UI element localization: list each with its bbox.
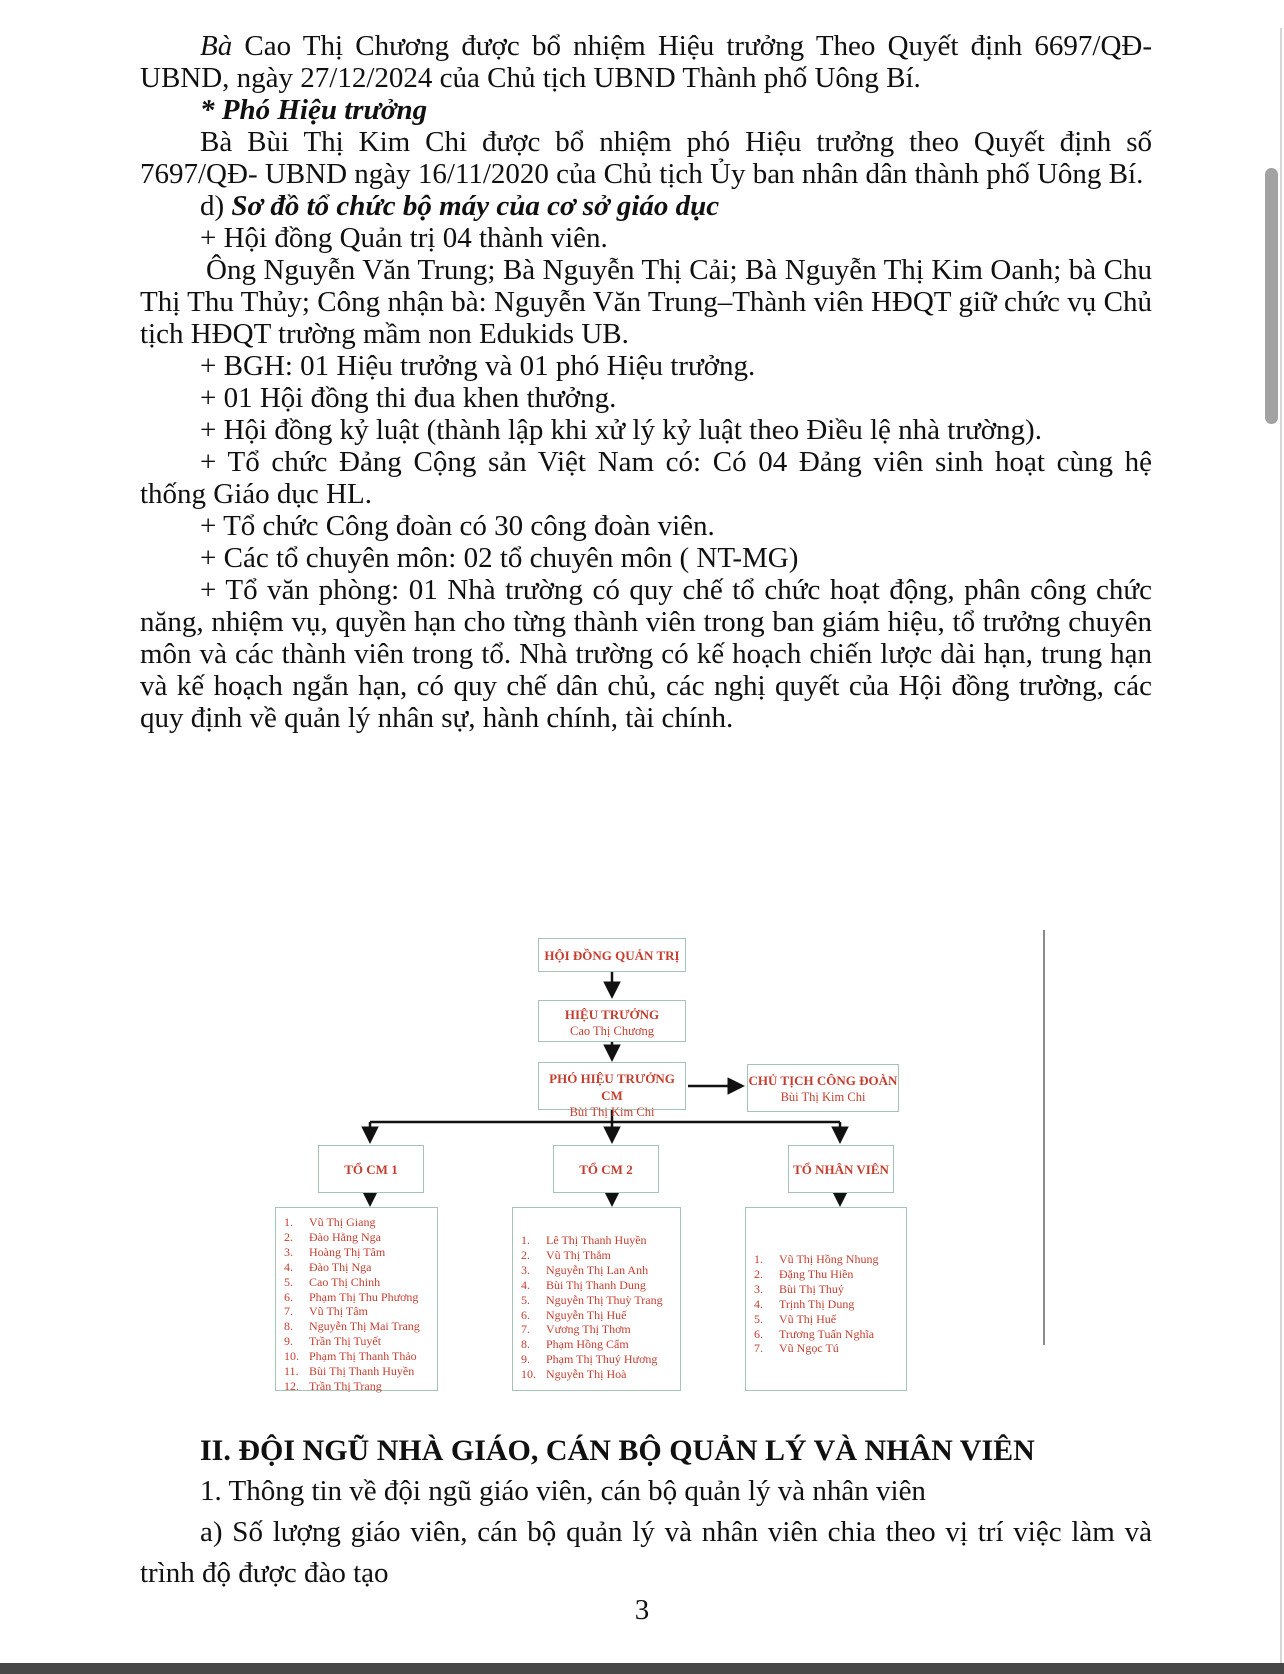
item-emulation-council: + 01 Hội đồng thi đua khen thưởng. xyxy=(200,382,617,414)
page-number: 3 xyxy=(634,1594,650,1626)
paragraph-council-members: Ông Nguyễn Văn Trung; Bà Nguyễn Thị Cải; Bà Nguyễn Thị Kim Oanh; bà Chu Thị Thu Thủy; Công nhận bà: Nguyễn Văn Trung–Thành viên HĐQT giữ chức vụ Chủ tịch HĐQT trường mầm non Edukids UB. xyxy=(140,254,1152,350)
list-item: Nguyễn Thị Thuỳ Trang xyxy=(546,1292,663,1307)
list-item: Hoàng Thị Tâm xyxy=(309,1244,386,1259)
org-box-principal-name: Cao Thị Chương xyxy=(570,1024,654,1038)
list-item: Nguyễn Thị Hoà xyxy=(546,1367,627,1382)
org-box-board xyxy=(538,938,686,972)
list-item: Bùi Thị Thanh Huyền xyxy=(309,1364,415,1379)
org-box-union-president-name: Bùi Thị Kim Chi xyxy=(780,1090,866,1104)
org-box-group2 xyxy=(553,1145,659,1193)
list-item: Lê Thị Thanh Huyền xyxy=(546,1233,647,1247)
item-party-organization: + Tổ chức Đảng Cộng sản Việt Nam có: Có 04 Đảng viên sinh hoạt cùng hệ thống Giáo dục HL. xyxy=(140,446,1152,510)
list-item: Nguyễn Thị Lan Anh xyxy=(546,1262,649,1277)
list-item: Vũ Thị Tâm xyxy=(309,1304,368,1319)
org-box-group3 xyxy=(788,1145,894,1193)
org-box-principal-title: HIỆU TRƯỞNG xyxy=(564,1007,660,1022)
paragraph-vice-principal-appointment: Bà Bùi Thị Kim Chi được bổ nhiệm phó Hiệu trưởng theo Quyết định số 7697/QĐ- UBND ngày 16/11/2020 của Chủ tịch Ủy ban nhân dân thành phố Uông Bí. xyxy=(140,126,1152,190)
item-bgh: + BGH: 01 Hiệu trưởng và 01 phó Hiệu trưởng. xyxy=(200,350,756,382)
list-item: Cao Thị Chinh xyxy=(309,1274,381,1289)
list-item: Phạm Thị Thuý Hương xyxy=(546,1352,658,1367)
list-item: Trịnh Thị Dung xyxy=(779,1296,855,1311)
org-box-principal xyxy=(538,1000,686,1042)
list-item: Phạm Thị Thanh Thảo xyxy=(309,1349,417,1364)
org-box-group3-title: TỔ NHÂN VIÊN xyxy=(793,1161,889,1177)
org-list-group3 xyxy=(745,1207,907,1391)
item-trade-union: + Tổ chức Công đoàn có 30 công đoàn viên. xyxy=(200,510,715,542)
org-box-group1 xyxy=(318,1145,424,1193)
item-office-group: + Tổ văn phòng: 01 Nhà trường có quy chế tổ chức hoạt động, phân công chức năng, nhiệm vụ, quyền hạn cho từng thành viên trong ban giám hiệu, tổ trưởng chuyên môn và các thành viên trong tổ. Nhà trường có kế hoạch chiến lược dài hạn, trung hạn và kế hoạch ngắn hạn, có quy chế dân chủ, các nghị quyết của Hội đồng trường, các quy định về quản lý nhân sự, hành chính, tài chính. xyxy=(140,574,1152,734)
list-item: Vũ Thị Thắm xyxy=(546,1247,611,1262)
org-box-group1-title: TỔ CM 1 xyxy=(344,1161,398,1177)
list-item: Vũ Thị Hồng Nhung xyxy=(779,1252,879,1266)
list-item: Vương Thị Thơm xyxy=(546,1322,631,1337)
list-item: Nguyễn Thị Huế xyxy=(546,1307,627,1322)
org-box-union-president-title: CHỦ TỊCH CÔNG ĐOÀN xyxy=(748,1073,898,1088)
chart-area-divider xyxy=(1043,930,1045,1345)
list-item: Nguyễn Thị Mai Trang xyxy=(309,1319,420,1334)
list-item: Vũ Thị Huế xyxy=(779,1311,837,1326)
item-professional-groups: + Các tổ chuyên môn: 02 tổ chuyên môn ( NT-MG) xyxy=(200,542,799,574)
item-discipline-council: + Hội đồng kỷ luật (thành lập khi xử lý kỷ luật theo Điều lệ nhà trường). xyxy=(200,414,1042,446)
list-item: Phạm Thị Thu Phương xyxy=(309,1289,419,1304)
list-item: Trần Thị Tuyết xyxy=(309,1334,382,1349)
list-item: Đào Hằng Nga xyxy=(309,1229,381,1244)
section-2-block xyxy=(140,1430,1152,1594)
org-box-board-title: HỘI ĐỒNG QUẢN TRỊ xyxy=(544,947,680,963)
org-list-group1 xyxy=(275,1207,438,1391)
document-text-block xyxy=(140,30,1152,734)
list-item: Vũ Ngọc Tú xyxy=(779,1341,839,1356)
paragraph-principal-appointment: Bà Cao Thị Chương được bổ nhiệm Hiệu trưởng Theo Quyết định 6697/QĐ-UBND, ngày 27/12/2024 của Chủ tịch UBND Thành phố Uông Bí. xyxy=(140,30,1152,94)
item-board: + Hội đồng Quản trị 04 thành viên. xyxy=(200,222,608,254)
bottom-edge-bar xyxy=(0,1663,1284,1674)
scrollbar-thumb[interactable] xyxy=(1265,168,1278,424)
org-list-group2 xyxy=(512,1207,681,1391)
italic-lead: Bà xyxy=(200,30,233,62)
list-item: Trương Tuấn Nghĩa xyxy=(779,1326,875,1341)
list-item: Bùi Thị Thuỷ xyxy=(779,1281,844,1296)
section-2-line-2: a) Số lượng giáo viên, cán bộ quản lý và nhân viên chia theo vị trí việc làm và trình độ được đào tạo xyxy=(140,1516,1152,1589)
org-box-group2-title: TỔ CM 2 xyxy=(579,1161,633,1177)
org-box-union-president xyxy=(747,1064,899,1112)
section-2-heading: II. ĐỘI NGŨ NHÀ GIÁO, CÁN BỘ QUẢN LÝ VÀ NHÂN VIÊN xyxy=(200,1434,1035,1467)
heading-org-structure: d) Sơ đồ tổ chức bộ máy của cơ sở giáo dục xyxy=(200,190,720,222)
heading-vice-principal: * Phó Hiệu trưởng xyxy=(200,94,428,126)
org-box-vice-principal-title: PHÓ HIỆU TRƯỞNG CM xyxy=(549,1071,675,1103)
list-item: Phạm Hồng Cẩm xyxy=(546,1337,629,1352)
section-2-line-1: 1. Thông tin về đội ngũ giáo viên, cán bộ quản lý và nhân viên xyxy=(200,1475,926,1507)
org-box-vice-principal-name: Bùi Thị Kim Chi xyxy=(569,1105,655,1119)
window-edge-divider xyxy=(1280,28,1282,1674)
list-item: Đặng Thu Hiền xyxy=(779,1266,854,1281)
list-item: Đào Thị Nga xyxy=(309,1259,372,1274)
org-box-vice-principal xyxy=(538,1062,686,1119)
list-item: Vũ Thị Giang xyxy=(309,1215,376,1229)
list-item: Bùi Thị Thanh Dung xyxy=(546,1277,646,1292)
list-item: Trần Thị Trang xyxy=(309,1378,382,1393)
